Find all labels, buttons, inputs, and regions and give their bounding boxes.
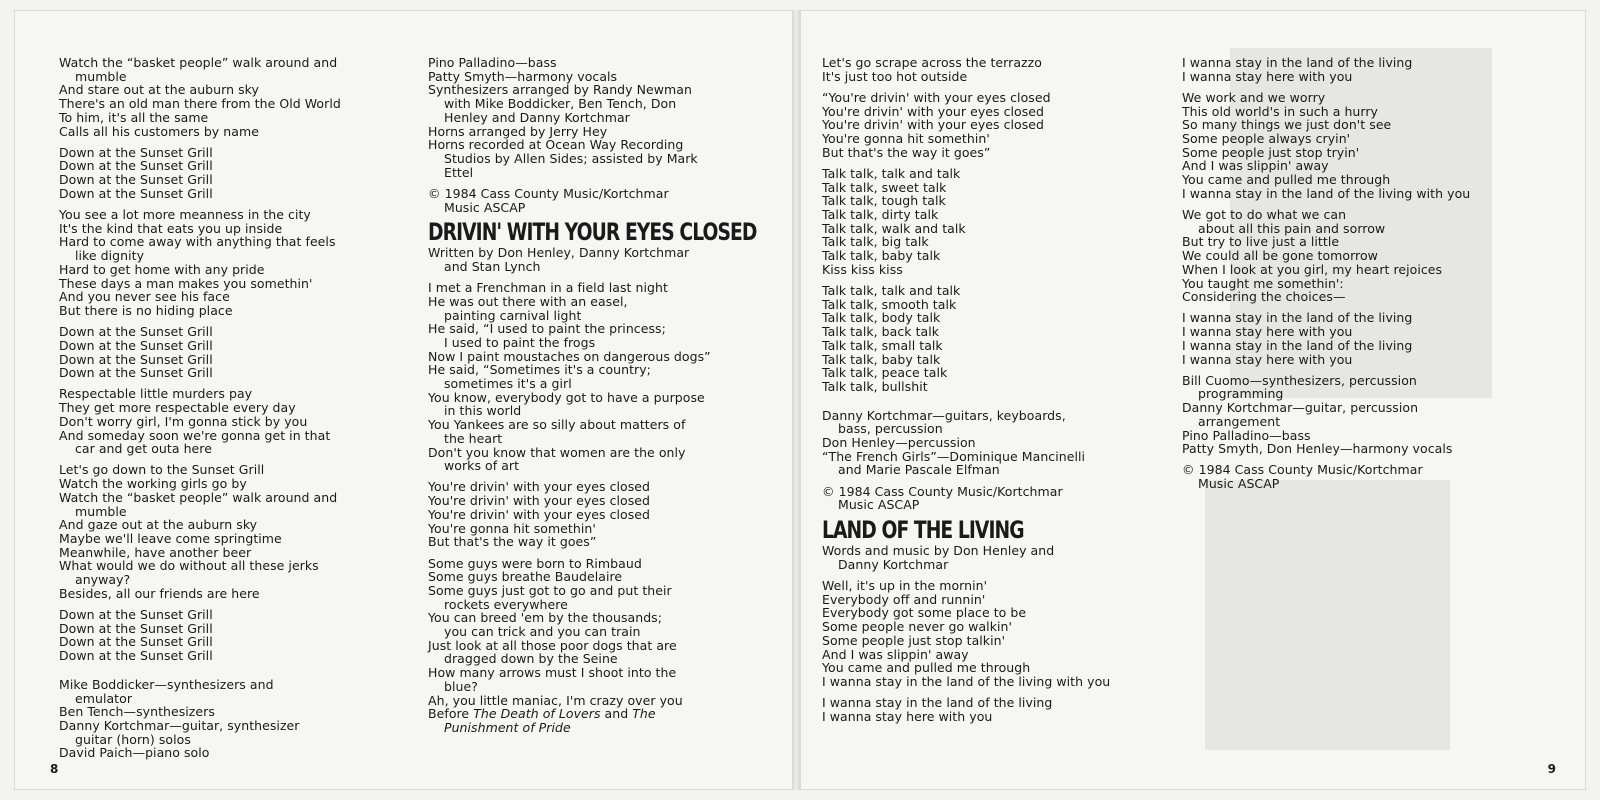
lyric-line: Horns arranged by Jerry Hey [428, 123, 608, 139]
stanza-gap [822, 394, 1182, 402]
land-lyrics [822, 544, 1182, 723]
lyric-line: Everybody got some place to be [822, 605, 1027, 621]
lyric-line: Kiss kiss kiss [822, 261, 903, 277]
lyric-line: Talk talk, smooth talk [822, 296, 957, 312]
lyric-line: Talk talk, sweet talk [822, 179, 947, 195]
lyric-line: Synthesizers arranged by Randy Newman [428, 82, 692, 98]
lyric-line: I wanna stay in the land of the living with you [1182, 185, 1471, 201]
lyric-line: guitar (horn) solos [75, 731, 191, 747]
lyric-line: Patty Smyth, Don Henley—harmony vocals [1182, 441, 1453, 457]
lyric-line: Talk talk, talk and talk [822, 165, 961, 181]
lyric-line: © 1984 Cass County Music/Kortchmar [1182, 462, 1423, 478]
lyric-line: Ben Tench—synthesizers [59, 704, 215, 720]
lyric-line: I wanna stay here with you [1182, 68, 1353, 84]
lyric-line: programming [1198, 386, 1284, 402]
lyric-line: But try to live just a little [1182, 234, 1340, 250]
lyric-line: I used to paint the frogs [444, 334, 596, 350]
lyric-line: Punishment of Pride [444, 719, 571, 735]
lyric-line: You came and pulled me through [822, 660, 1031, 676]
lyric-line: And gaze out at the auburn sky [59, 517, 258, 533]
lyric-line: mumble [75, 68, 127, 84]
lyric-line: Some guys breathe Baudelaire [428, 569, 623, 585]
lyric-line: Pino Palladino—bass [1182, 427, 1311, 443]
lyric-line: I wanna stay in the land of the living with you [822, 673, 1111, 689]
lyric-line: in this world [444, 403, 522, 419]
lyric-line: Down at the Sunset Grill [59, 185, 213, 201]
lyric-line: It's just too hot outside [822, 68, 968, 84]
lyric-line: mumble [75, 503, 127, 519]
drivin-lyrics [428, 246, 788, 734]
lyric-line: bass, percussion [838, 421, 943, 437]
lyric-line: We got to do what we can [1182, 207, 1347, 223]
lyric-line: You can breed 'em by the thousands; [428, 610, 663, 626]
lyric-line: and Marie Pascale Elfman [838, 462, 1000, 478]
page-number-right: 9 [1547, 762, 1556, 776]
lyric-line: Danny Kortchmar—guitar, percussion [1182, 400, 1419, 416]
lyrics-column-2 [428, 56, 788, 735]
lyric-line: You're drivin' with your eyes closed [428, 479, 651, 495]
lyric-line: © 1984 Cass County Music/Kortchmar [822, 483, 1063, 499]
lyric-line: You're drivin' with your eyes closed [822, 117, 1045, 133]
lyric-line: with Mike Boddicker, Ben Tench, Don [444, 96, 677, 112]
lyric-line: works of art [444, 458, 520, 474]
lyric-line: Henley and Danny Kortchmar [444, 109, 630, 125]
lyric-line: Talk talk, big talk [822, 234, 929, 250]
lyric-line: And I was slippin' away [822, 646, 969, 662]
lyric-line: Down at the Sunset Grill [59, 144, 213, 160]
lyric-line: Danny Kortchmar—guitar, synthesizer [59, 717, 300, 733]
lyric-line: And someday soon we're gonna get in that [59, 427, 331, 443]
lyric-line: “The French Girls”—Dominique Mancinelli [822, 448, 1086, 464]
lyric-line: Now I paint moustaches on dangerous dogs” [428, 348, 711, 364]
lyric-line: like dignity [75, 248, 145, 264]
lyric-line: Don Henley—percussion [822, 435, 976, 451]
lyric-line: To him, it's all the same [59, 109, 209, 125]
lyrics-column-4 [1182, 56, 1582, 491]
lyric-line: How many arrows must I shoot into the [428, 665, 677, 681]
lyric-line: Down at the Sunset Grill [59, 607, 213, 623]
sunset-grill-lyrics [59, 56, 409, 760]
lyrics-column-3 [822, 56, 1182, 724]
lyric-line: There's an old man there from the Old World [59, 96, 341, 112]
lyric-line: and Stan Lynch [444, 258, 541, 274]
lyric-line: Don't you know that women are the only [428, 444, 686, 460]
stanza-gap [59, 663, 409, 671]
lyric-line: Hard to get home with any pride [59, 261, 265, 277]
lyric-line: you can trick and you can train [444, 624, 641, 640]
lyric-line: Some guys were born to Rimbaud [428, 555, 642, 571]
lyric-line: Bill Cuomo—synthesizers, percussion [1182, 372, 1417, 388]
lyric-line: You taught me somethin': [1182, 275, 1344, 291]
lyric-line: Mike Boddicker—synthesizers and [59, 676, 274, 692]
lyric-line: I wanna stay in the land of the living [1182, 337, 1413, 353]
lyric-line: painting carnival light [444, 307, 582, 323]
lyric-line: Watch the “basket people” walk around and [59, 55, 338, 70]
lyric-line: sometimes it's a girl [444, 376, 572, 392]
lyric-line: Considering the choices— [1182, 289, 1346, 305]
lyric-line: We could all be gone tomorrow [1182, 248, 1378, 264]
lyric-line: Down at the Sunset Grill [59, 365, 213, 381]
lyric-line: We work and we worry [1182, 89, 1326, 105]
lyric-line: Some guys just got to go and put their [428, 582, 672, 598]
lyric-line: I met a Frenchman in a field last night [428, 280, 668, 296]
lyric-line: Maybe we'll leave come springtime [59, 531, 282, 546]
lyric-line: Talk talk, dirty talk [822, 207, 939, 223]
lyric-line: Talk talk, talk and talk [822, 283, 961, 299]
lyric-line: Let's go scrape across the terrazzo [822, 55, 1042, 70]
lyric-line: Pino Palladino—bass [428, 55, 557, 70]
lyric-line: © 1984 Cass County Music/Kortchmar [428, 185, 669, 201]
lyric-line: But that's the way it goes” [428, 534, 597, 550]
lyric-line: You Yankees are so silly about matters of [428, 417, 686, 433]
lyric-line: Talk talk, small talk [822, 337, 943, 353]
lyric-line: anyway? [75, 572, 131, 588]
lyric-line: But that's the way it goes” [822, 144, 991, 160]
lyric-line: Talk talk, baby talk [822, 248, 941, 264]
lyric-line: Down at the Sunset Grill [59, 324, 213, 340]
left-page [14, 10, 794, 790]
lyric-line: I wanna stay in the land of the living [1182, 55, 1413, 70]
lyric-line: Down at the Sunset Grill [59, 351, 213, 367]
lyric-line: Down at the Sunset Grill [59, 634, 213, 650]
lyric-line: Besides, all our friends are here [59, 585, 260, 601]
lyric-line: Let's go down to the Sunset Grill [59, 462, 265, 478]
lyric-line: Talk talk, back talk [822, 324, 940, 340]
lyric-line: This old world's in such a hurry [1182, 103, 1378, 119]
sunset-grill-credits [428, 56, 788, 214]
lyric-line: You know, everybody got to have a purpose [428, 389, 705, 405]
lyric-line: blue? [444, 678, 478, 694]
lyric-line: David Paich—piano solo [59, 745, 210, 761]
lyric-line: I wanna stay in the land of the living [822, 695, 1053, 711]
lyric-line: Some people just stop tryin' [1182, 144, 1360, 160]
lyric-line: Words and music by Don Henley and [822, 543, 1055, 559]
lyric-line: It's the kind that eats you up inside [59, 220, 283, 236]
lyric-line: Some people never go walkin' [822, 619, 1012, 635]
lyric-line: Just look at all those poor dogs that are [428, 637, 677, 653]
lyric-line: You're gonna hit somethin' [822, 131, 990, 147]
lyric-line: Down at the Sunset Grill [59, 172, 213, 188]
lyric-line: arrangement [1198, 413, 1281, 429]
lyric-line: I wanna stay here with you [822, 708, 993, 724]
lyric-line: about all this pain and sorrow [1198, 220, 1386, 236]
lyric-line: And I was slippin' away [1182, 158, 1329, 174]
lyric-line: You're drivin' with your eyes closed [822, 103, 1045, 119]
lyric-line: Talk talk, bullshit [822, 378, 928, 394]
lyric-line: emulator [75, 690, 133, 706]
song-title-land: LAND OF THE LIVING [822, 516, 1024, 545]
lyric-line: Talk talk, body talk [822, 310, 941, 326]
lyric-line: Ettel [444, 164, 474, 180]
lyric-line: Meanwhile, have another beer [59, 544, 252, 560]
lyric-line: Before The Death of Lovers and The [428, 706, 656, 722]
lyric-line: Talk talk, walk and talk [822, 220, 966, 236]
lyric-line: But there is no hiding place [59, 302, 233, 318]
lyric-line: Danny Kortchmar—guitars, keyboards, [822, 407, 1066, 423]
lyric-line: Calls all his customers by name [59, 123, 259, 139]
lyric-line: Some people just stop talkin' [822, 632, 1006, 648]
lyric-line: Don't worry girl, I'm gonna stick by you [59, 413, 308, 429]
right-page [800, 10, 1586, 790]
lyric-line: Music ASCAP [838, 497, 920, 513]
lyrics-column-1 [59, 56, 409, 760]
lyric-line: Watch the “basket people” walk around and [59, 489, 338, 505]
lyric-line: Music ASCAP [444, 199, 526, 215]
lyric-line: So many things we just don't see [1182, 117, 1392, 133]
show-through-photo-lower [1205, 480, 1450, 750]
lyric-line: You're gonna hit somethin' [428, 520, 596, 536]
lyric-line: I wanna stay here with you [1182, 351, 1353, 367]
lyric-line: What would we do without all these jerks [59, 558, 319, 574]
lyric-line: Well, it's up in the mornin' [822, 578, 988, 593]
lyric-line: Studios by Allen Sides; assisted by Mark [444, 150, 698, 166]
lyric-line: He said, “Sometimes it's a country; [428, 362, 651, 378]
lyric-line: And you never see his face [59, 289, 230, 305]
lyric-line: “You're drivin' with your eyes closed [822, 89, 1051, 105]
lyric-line: dragged down by the Seine [444, 651, 618, 667]
lyric-line: the heart [444, 430, 503, 446]
lyric-line: He was out there with an easel, [428, 293, 628, 309]
lyric-line: Written by Don Henley, Danny Kortchmar [428, 245, 690, 261]
lyric-line: Talk talk, tough talk [822, 193, 946, 209]
lyric-line: car and get outa here [75, 441, 212, 457]
lyric-line: Down at the Sunset Grill [59, 158, 213, 174]
lyric-line: I wanna stay here with you [1182, 324, 1353, 340]
lyric-line: Down at the Sunset Grill [59, 648, 213, 664]
lyric-line: They get more respectable every day [59, 400, 296, 416]
lyric-line: He said, “I used to paint the princess; [428, 321, 666, 337]
lyric-line: Everybody off and runnin' [822, 591, 986, 607]
lyric-line: Patty Smyth—harmony vocals [428, 68, 618, 84]
lyric-line: Watch the working girls go by [59, 476, 247, 492]
song-title-drivin: DRIVIN' WITH YOUR EYES CLOSED [428, 218, 757, 247]
lyric-line: When I look at you girl, my heart rejoices [1182, 261, 1443, 277]
lyric-line: You came and pulled me through [1182, 172, 1391, 188]
lyric-line: Music ASCAP [1198, 476, 1280, 492]
page-number-left: 8 [50, 762, 59, 776]
lyric-line: rockets everywhere [444, 596, 568, 612]
lyric-line: Some people always cryin' [1182, 131, 1351, 147]
lyric-line: Talk talk, baby talk [822, 351, 941, 367]
lyric-line: These days a man makes you somethin' [59, 275, 313, 291]
lyric-line: You're drivin' with your eyes closed [428, 493, 651, 509]
lyric-line: Respectable little murders pay [59, 386, 253, 402]
drivin-lyrics-cont [822, 56, 1182, 512]
lyric-line: You're drivin' with your eyes closed [428, 506, 651, 522]
lyric-line: Ah, you little maniac, I'm crazy over you [428, 692, 683, 708]
lyric-line: Talk talk, peace talk [822, 365, 948, 381]
land-lyrics-cont [1182, 56, 1582, 491]
lyric-line: Horns recorded at Ocean Way Recording [428, 137, 684, 153]
lyric-line: Hard to come away with anything that feels [59, 234, 336, 250]
lyric-line: You see a lot more meanness in the city [59, 207, 311, 223]
lyric-line: I wanna stay in the land of the living [1182, 310, 1413, 326]
lyric-line: Down at the Sunset Grill [59, 620, 213, 636]
lyric-line: Danny Kortchmar [838, 556, 949, 572]
lyric-line: Down at the Sunset Grill [59, 337, 213, 353]
lyric-line: And stare out at the auburn sky [59, 82, 259, 98]
